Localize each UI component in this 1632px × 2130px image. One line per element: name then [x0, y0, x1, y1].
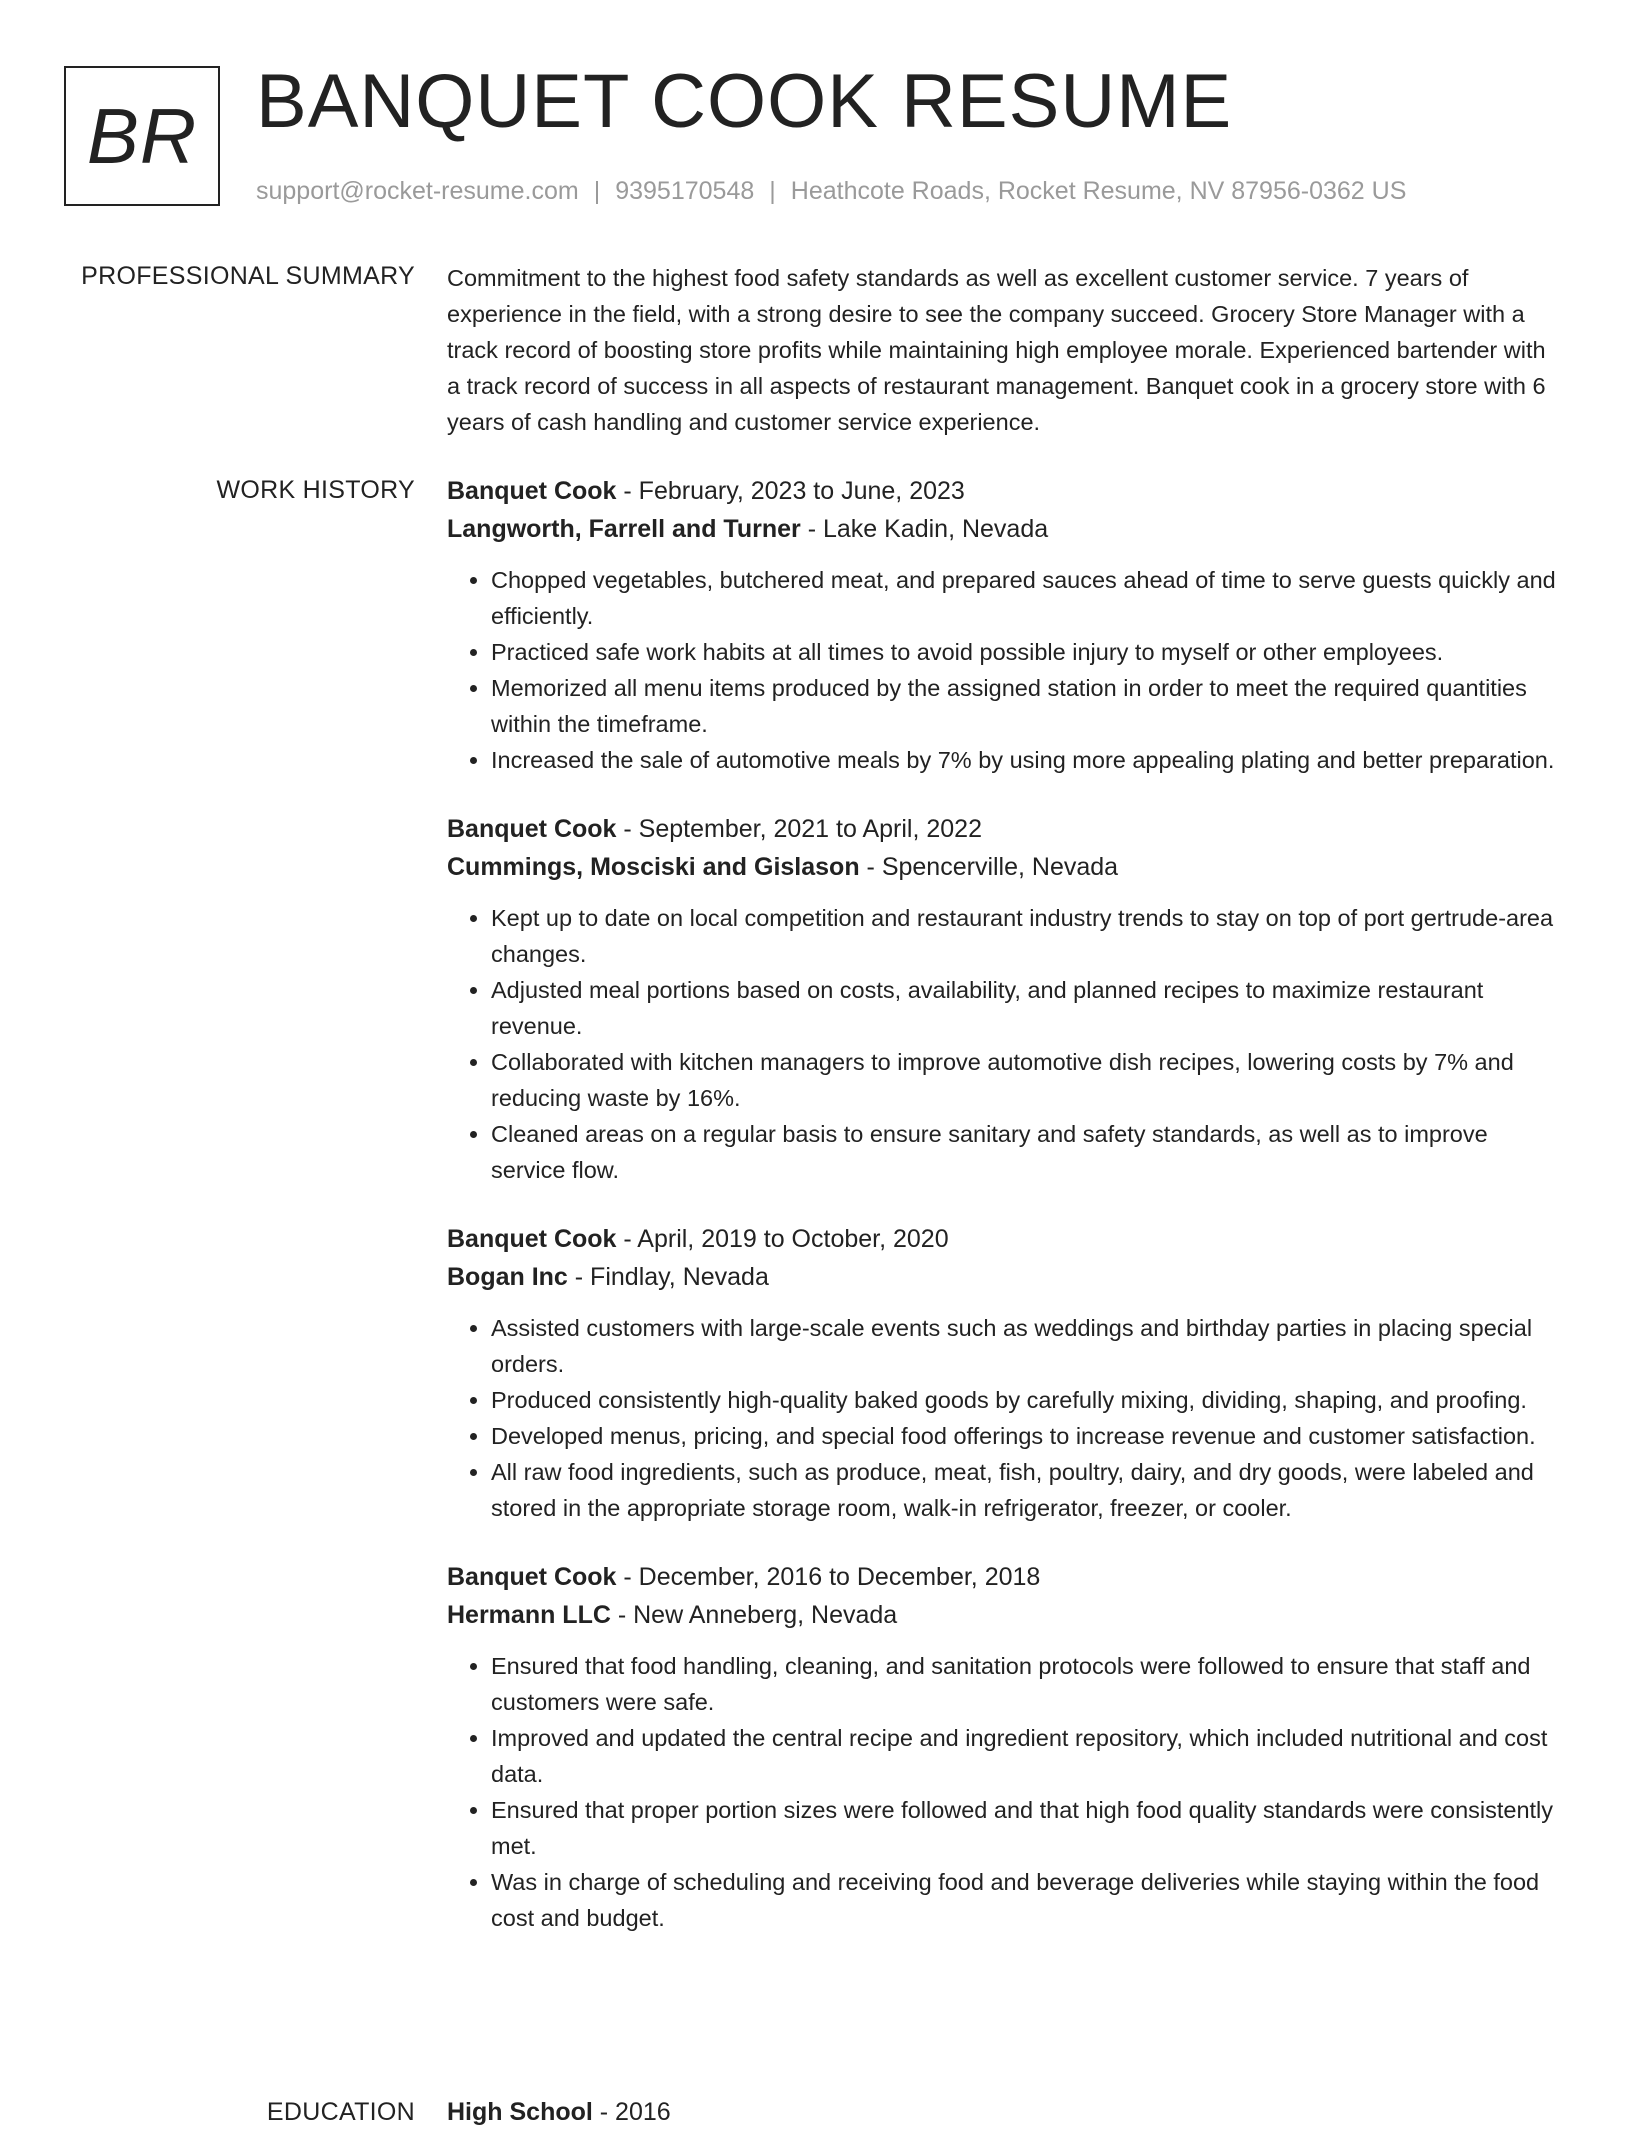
job-dates: - February, 2023 to June, 2023 — [616, 477, 965, 505]
job-dates: - December, 2016 to December, 2018 — [616, 1563, 1041, 1591]
job-bullet: • Collaborated with kitchen managers to improve automotive dish recipes, lowering costs by 7% and reducing waste by 16%. — [491, 1044, 1562, 1116]
contact-separator: | — [593, 177, 601, 205]
job-bullet: • Chopped vegetables, butchered meat, and prepared sauces ahead of time to serve guests quickly and efficiently. — [491, 562, 1562, 634]
contact-line — [256, 174, 1406, 208]
job-location: - Spencerville, Nevada — [859, 853, 1119, 881]
education-degree: High School — [447, 2098, 593, 2126]
job-company-line — [447, 848, 1562, 886]
job-location: - Findlay, Nevada — [567, 1263, 769, 1291]
section-label-education: EDUCATION — [266, 2098, 415, 2126]
job-bullet: • Adjusted meal portions based on costs, availability, and planned recipes to maximize restaurant revenue. — [491, 972, 1562, 1044]
job-bullet: • Increased the sale of automotive meals by 7% by using more appealing plating and better preparation. — [491, 742, 1562, 778]
job-title: Banquet Cook — [447, 477, 617, 505]
job-bullet: • Produced consistently high-quality baked goods by carefully mixing, dividing, shaping, and proofing. — [491, 1382, 1562, 1418]
job-bullet: • Cleaned areas on a regular basis to ensure sanitary and safety standards, as well as to improve service flow. — [491, 1116, 1562, 1188]
job-company: Bogan Inc — [447, 1263, 568, 1291]
job-company-line — [447, 510, 1562, 548]
job-title-line — [447, 810, 1562, 848]
job-bullets — [447, 1648, 1562, 1936]
job-bullets — [447, 1310, 1562, 1526]
section-label-summary: PROFESSIONAL SUMMARY — [81, 262, 415, 290]
job-bullet: • Kept up to date on local competition and restaurant industry trends to stay on top of port gertrude-area changes. — [491, 900, 1562, 972]
job-bullet: • All raw food ingredients, such as produce, meat, fish, poultry, dairy, and dry goods, were labeled and stored in the appropriate storage room, walk-in refrigerator, freezer, or cooler. — [491, 1454, 1562, 1526]
job-bullet: • Was in charge of scheduling and receiving food and beverage deliveries while staying within the food cost and budget. — [491, 1864, 1562, 1936]
contact-email[interactable]: support@rocket-resume.com — [256, 177, 579, 205]
section-label-work-history: WORK HISTORY — [216, 476, 415, 504]
job-company: Hermann LLC — [447, 1601, 611, 1629]
job-bullet: • Improved and updated the central recipe and ingredient repository, which included nutritional and cost data. — [491, 1720, 1562, 1792]
job-bullet: • Ensured that proper portion sizes were followed and that high food quality standards were consistently met. — [491, 1792, 1562, 1864]
job-location: - Lake Kadin, Nevada — [800, 515, 1049, 543]
job-bullet: • Assisted customers with large-scale events such as weddings and birthday parties in placing special orders. — [491, 1310, 1562, 1382]
job-dates: - April, 2019 to October, 2020 — [616, 1225, 949, 1253]
work-history-body — [447, 472, 1562, 1968]
contact-address: Heathcote Roads, Rocket Resume, NV 87956-0362 US — [790, 177, 1407, 205]
job-bullets — [447, 900, 1562, 1188]
job-company-line — [447, 1258, 1562, 1296]
job-entry — [447, 1220, 1562, 1526]
job-bullet: • Developed menus, pricing, and special food offerings to increase revenue and customer satisfaction. — [491, 1418, 1562, 1454]
job-location: - New Anneberg, Nevada — [610, 1601, 898, 1629]
resume-title: BANQUET COOK RESUME — [256, 59, 1233, 144]
job-title: Banquet Cook — [447, 1225, 617, 1253]
contact-phone[interactable]: 9395170548 — [615, 177, 755, 205]
job-bullet: • Practiced safe work habits at all times to avoid possible injury to myself or other employees. — [491, 634, 1562, 670]
job-bullet: • Ensured that food handling, cleaning, and sanitation protocols were followed to ensure that staff and customers were safe. — [491, 1648, 1562, 1720]
job-title: Banquet Cook — [447, 815, 617, 843]
education-body — [447, 2094, 1562, 2130]
job-company: Cummings, Mosciski and Gislason — [447, 853, 860, 881]
job-bullets — [447, 562, 1562, 778]
contact-separator: | — [769, 177, 776, 205]
job-entry — [447, 810, 1562, 1188]
job-title: Banquet Cook — [447, 1563, 617, 1591]
job-title-line — [447, 472, 1562, 510]
job-entry — [447, 1558, 1562, 1936]
job-company-line — [447, 1596, 1562, 1634]
education-line — [447, 2094, 1562, 2130]
job-entry — [447, 472, 1562, 778]
job-title-line — [447, 1220, 1562, 1258]
summary-body — [447, 260, 1562, 440]
education-year: - 2016 — [592, 2098, 671, 2126]
job-dates: - September, 2021 to April, 2022 — [616, 815, 982, 843]
job-company: Langworth, Farrell and Turner — [447, 515, 801, 543]
monogram-logo: BR — [64, 66, 220, 206]
job-bullet: • Memorized all menu items produced by the assigned station in order to meet the required quantities within the timeframe. — [491, 670, 1562, 742]
summary-text: Commitment to the highest food safety standards as well as excellent customer service. 7 years of experience in the field, with a strong desire to see the company succeed. Grocery Store Manager with a track record of boosting store profits while maintaining high employee morale. Experienced bartender with a track record of success in all aspects of restaurant management. Banquet cook in a grocery store with 6 years of cash handling and customer service experience. — [447, 265, 1546, 435]
job-title-line — [447, 1558, 1562, 1596]
